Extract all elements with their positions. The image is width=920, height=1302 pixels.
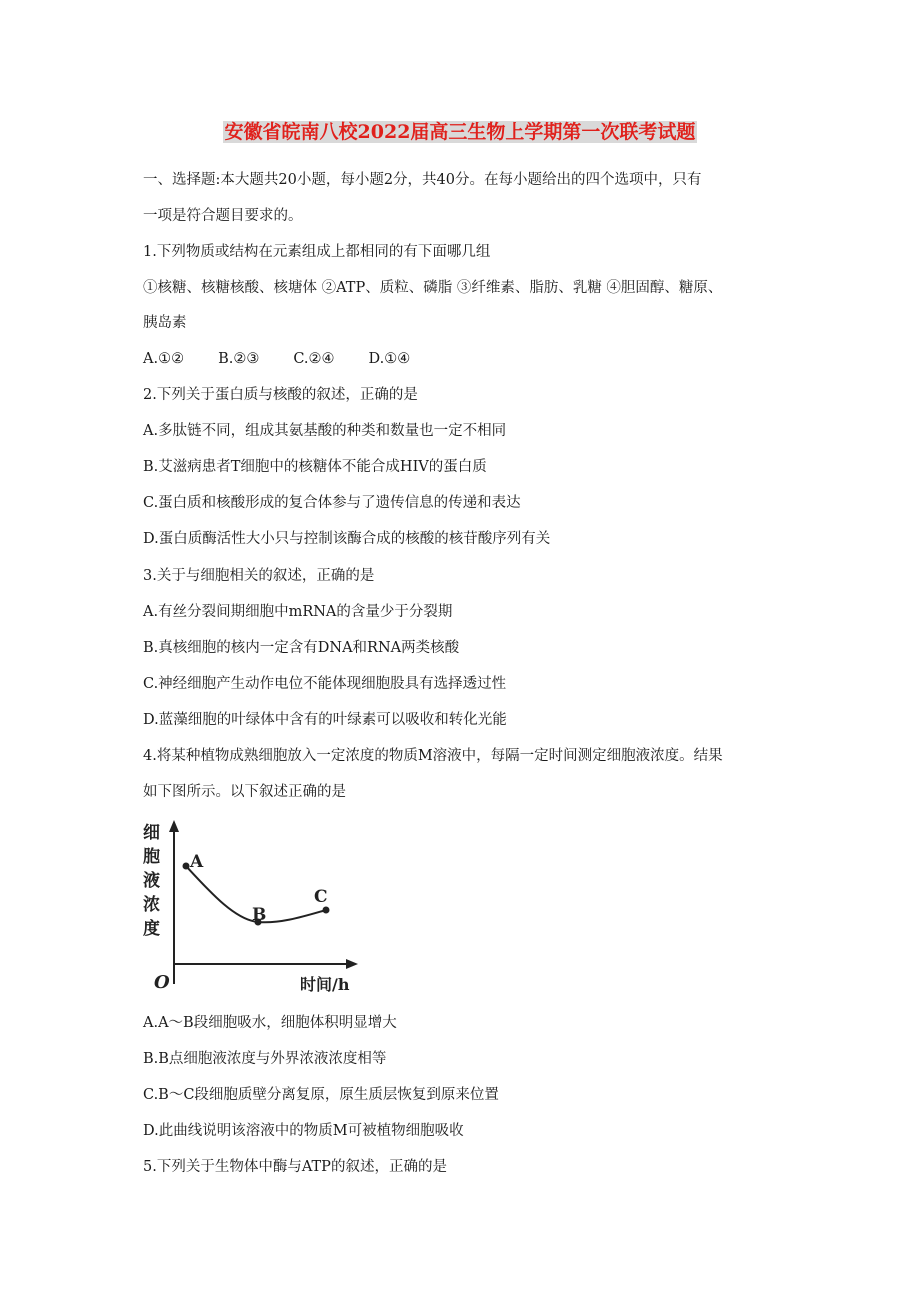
q4-figure xyxy=(140,812,370,1004)
q1-options xyxy=(143,348,444,370)
q4-option-d: D.此曲线说明该溶液中的物质M可被植物细胞吸收 xyxy=(143,1123,464,1139)
q2-stem: 2.下列关于蛋白质与核酸的叙述，正确的是 xyxy=(143,387,418,403)
q2-option-c: C.蛋白质和核酸形成的复合体参与了遗传信息的传递和表达 xyxy=(143,495,521,511)
q4-option-c: C.B～C段细胞质壁分离复原，原生质层恢复到原来位置 xyxy=(143,1087,499,1103)
q1-option-c: C.②④ xyxy=(293,351,335,367)
ylabel-char-2: 胞 xyxy=(143,847,160,867)
q1-option-a: A.①② xyxy=(143,351,185,367)
q2-option-b: B.艾滋病患者T细胞中的核糖体不能合成HIV的蛋白质 xyxy=(143,459,487,475)
origin-label: O xyxy=(154,972,170,993)
q1-items-line-2: 胰岛素 xyxy=(143,315,187,331)
q3-stem: 3.关于与细胞相关的叙述，正确的是 xyxy=(143,568,375,584)
point-a-marker xyxy=(183,863,190,870)
q3-option-d: D.蓝藻细胞的叶绿体中含有的叶绿素可以吸收和转化光能 xyxy=(143,712,507,728)
q4-option-b: B.B点细胞液浓度与外界浓液浓度相等 xyxy=(143,1051,387,1067)
section-instructions-line-1: 一、选择题:本大题共20小题，每小题2分，共40分。在每小题给出的四个选项中，只有 xyxy=(143,172,702,188)
q1-option-d: D.①④ xyxy=(368,351,411,367)
point-b-label: B xyxy=(252,905,267,925)
q1-option-b: B.②③ xyxy=(218,351,260,367)
ylabel-char-3: 液 xyxy=(143,871,160,891)
q3-option-b: B.真核细胞的核内一定含有DNA和RNA两类核酸 xyxy=(143,640,460,656)
title-text: 安徽省皖南八校2022届高三生物上学期第一次联考试题 xyxy=(224,121,696,143)
point-c-label: C xyxy=(314,887,328,907)
q2-option-d: D.蛋白质酶活性大小只与控制该酶合成的核酸的核苷酸序列有关 xyxy=(143,531,551,547)
q3-option-a: A.有丝分裂间期细胞中mRNA的含量少于分裂期 xyxy=(143,604,453,620)
x-axis-arrow xyxy=(346,959,358,969)
q5-stem: 5.下列关于生物体中酶与ATP的叙述，正确的是 xyxy=(143,1159,447,1175)
q1-stem: 1.下列物质或结构在元素组成上都相同的有下面哪几组 xyxy=(143,244,491,260)
y-axis-arrow xyxy=(169,820,179,832)
document-title xyxy=(0,118,920,146)
q4-stem-line-2: 如下图所示。以下叙述正确的是 xyxy=(143,784,346,800)
point-a-label: A xyxy=(190,852,204,872)
xlabel: 时间/h xyxy=(300,975,350,994)
ylabel-char-4: 浓 xyxy=(143,895,160,915)
point-c-marker xyxy=(323,907,330,914)
q3-option-c: C.神经细胞产生动作电位不能体现细胞股具有选择透过性 xyxy=(143,676,507,692)
q4-stem-line-1: 4.将某种植物成熟细胞放入一定浓度的物质M溶液中，每隔一定时间测定细胞液浓度。结果 xyxy=(143,748,723,764)
ylabel-char-5: 度 xyxy=(143,919,160,939)
section-instructions-line-2: 一项是符合题目要求的。 xyxy=(143,208,303,224)
q2-option-a: A.多肽链不同，组成其氨基酸的种类和数量也一定不相同 xyxy=(143,423,507,439)
q1-items-line-1: ①核糖、核糖核酸、核塘体 ②ATP、质粒、磷脂 ③纤维素、脂肪、乳糖 ④胆固醇、糖原、 xyxy=(143,280,723,296)
ylabel-char-1: 细 xyxy=(143,823,160,843)
q4-figure-graph xyxy=(140,812,370,1004)
q4-option-a: A.A～B段细胞吸水，细胞体积明显增大 xyxy=(143,1015,397,1031)
